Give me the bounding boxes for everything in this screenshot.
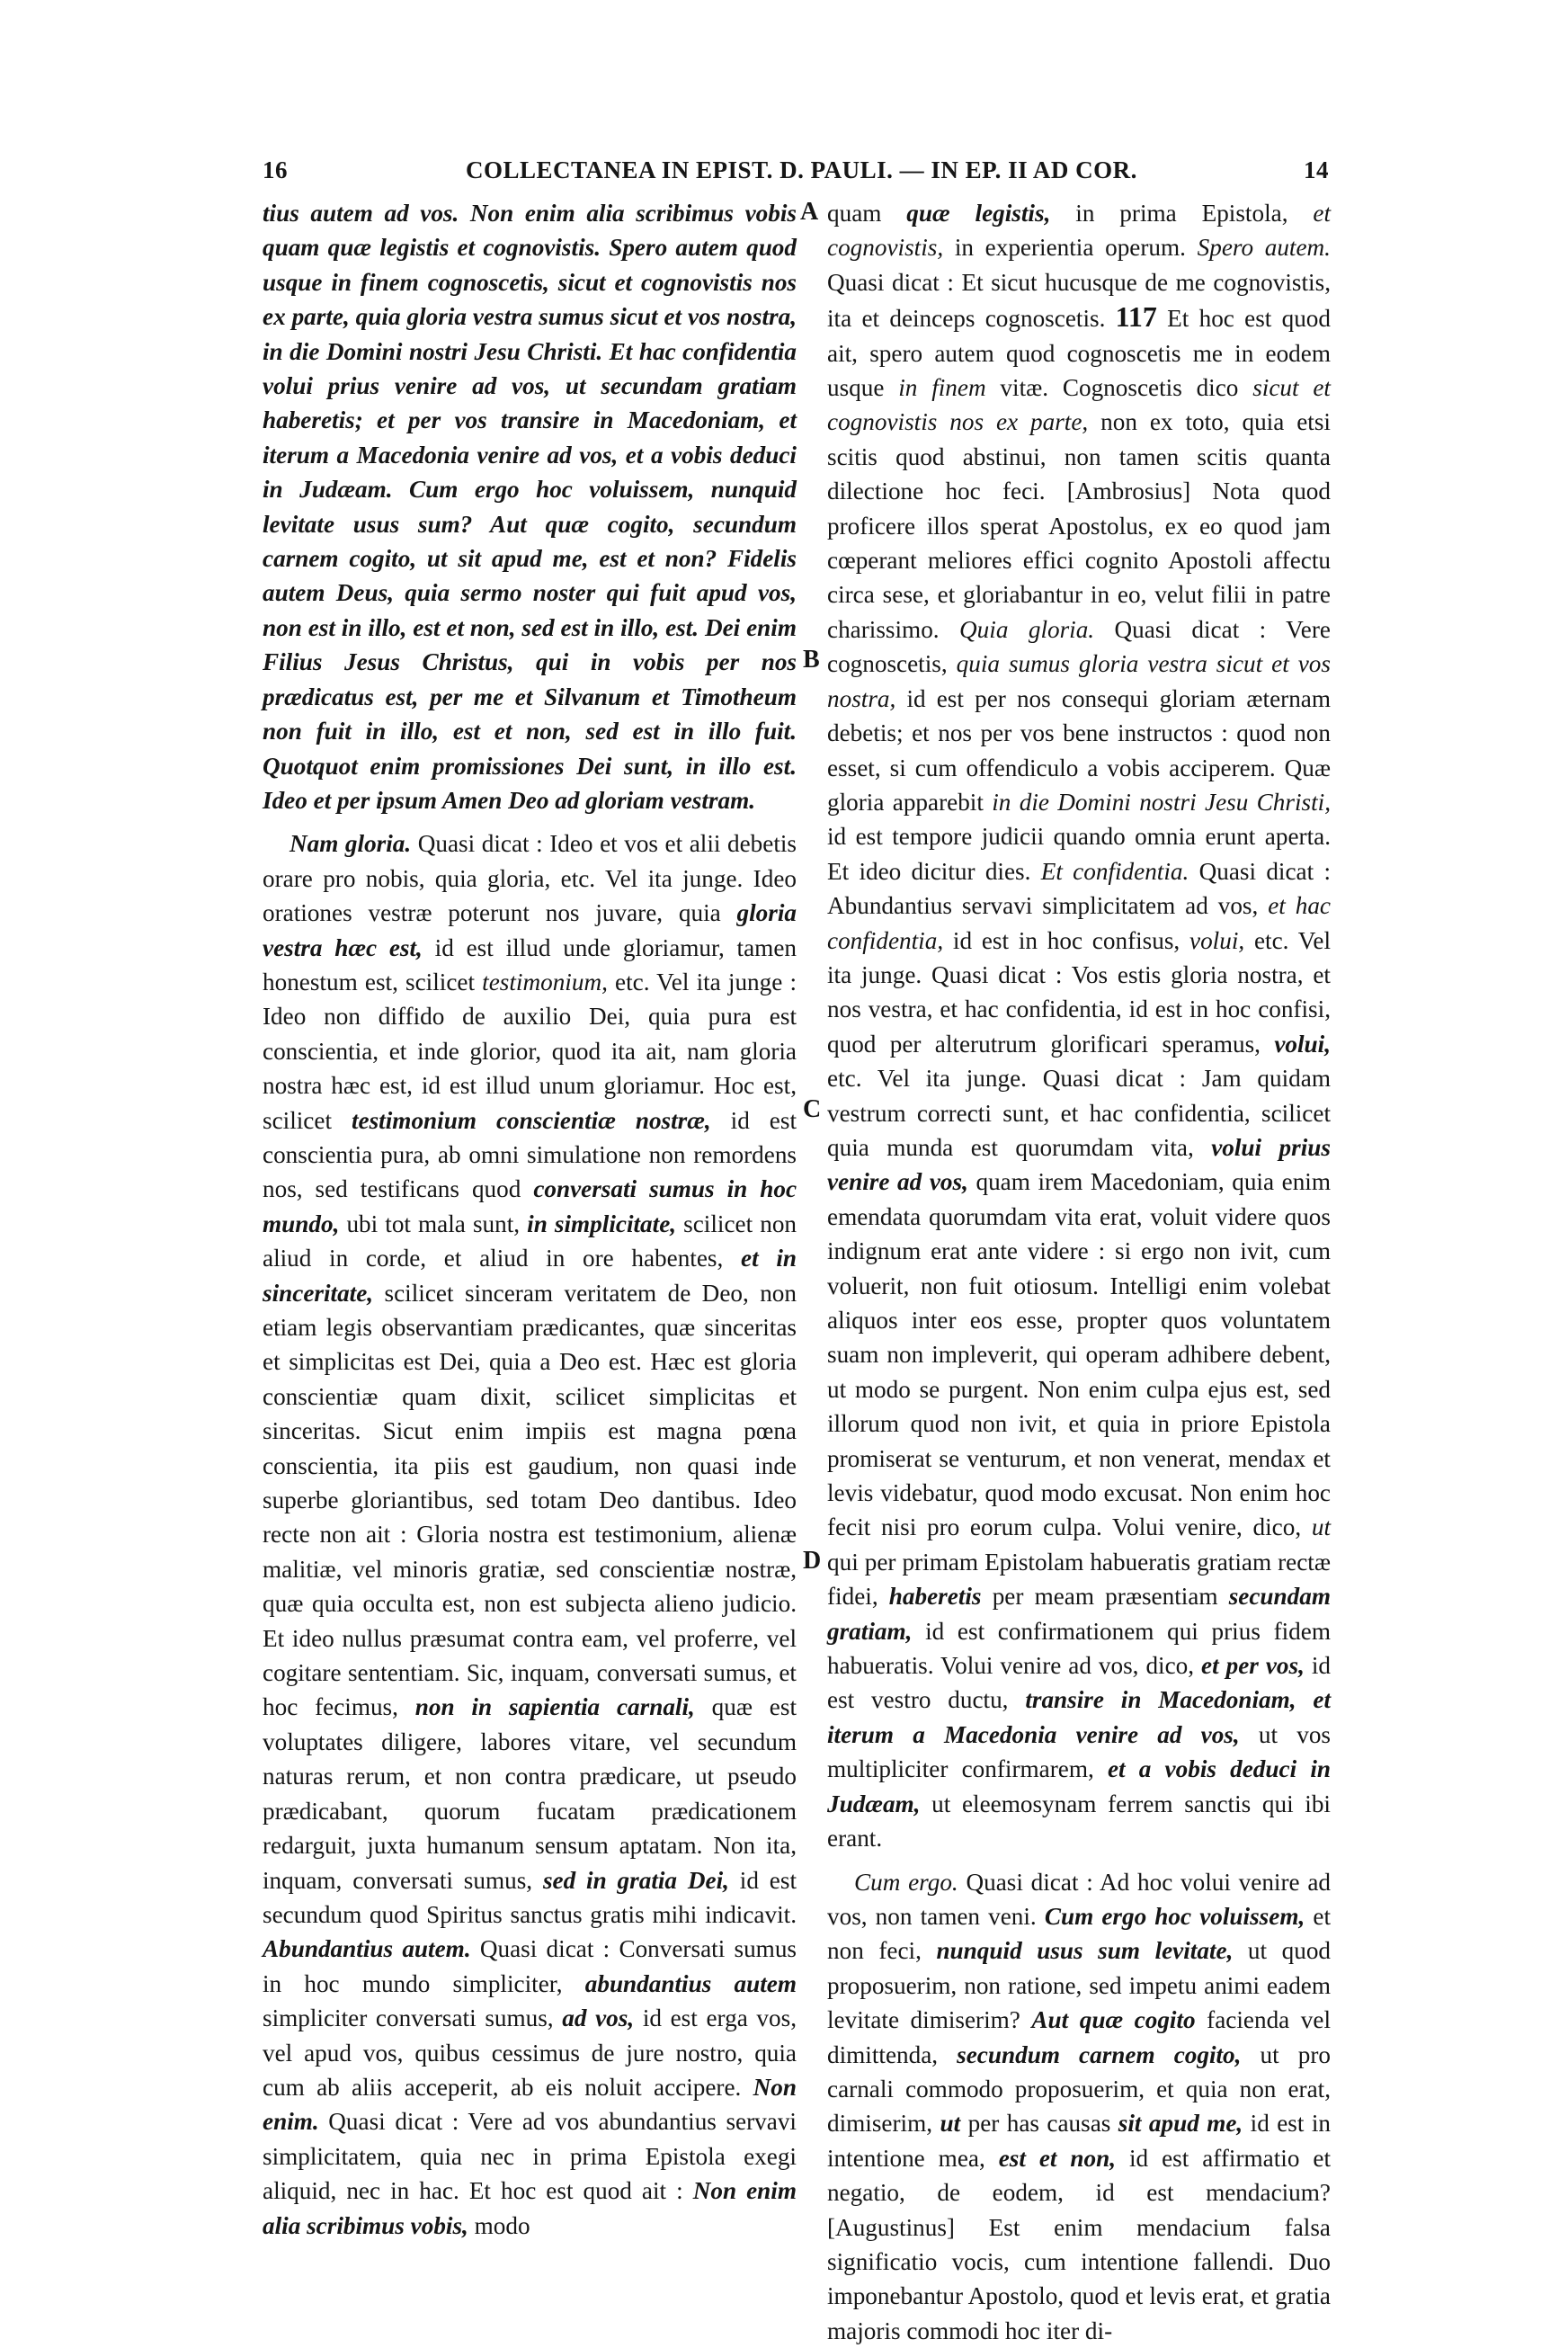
citation: ad vos, (562, 2004, 634, 2031)
text: etc. Vel ita junge. Quasi dicat : Jam quidam vestrum correcti sunt, et hac confidentia, scilicet quia munda est quorumdam vita, (827, 1065, 1331, 1161)
text: id est illud unde gloriamur, tamen honestum est, scilicet (263, 934, 797, 995)
citation: et cognovistis, (827, 200, 1331, 261)
page-number-left: 16 (263, 156, 288, 184)
citation: volui prius venire ad vos, (827, 1134, 1331, 1195)
citation: Cum ergo hoc voluissem, (1045, 1903, 1305, 1930)
citation: volui, (1274, 1031, 1331, 1058)
text: per meam præsentiam (982, 1583, 1229, 1610)
citation: et hac confidentia, (827, 892, 1331, 953)
citation: testimonium, (482, 969, 608, 995)
text: quam irem Macedoniam, quia enim emendata quorumdam vita erat, voluit videre quos indignum erat ante videre : si ergo non ivit, cum voluerit, non fuit otiosum. Intelligi enim volebat aliquos inter eos esse, propter quos voluntatem suam non impleverit, qui operam adhibere debent, ut modo se purgent. Non enim culpa ejus est, sed illorum quod non ivit, et quia in priore Epistola promiserat se venturum, et non venerat, mendax et levis videbatur, quod modo excusat. Non enim hoc fecit nisi pro eorum culpa. Volui venire, dico, (827, 1168, 1331, 1540)
text: ut quod proposuerim, non ratione, sed impetu animi eadem levitate dimiserim? (827, 1937, 1331, 2033)
text: id est in intentione mea, (827, 2110, 1331, 2171)
citation: Non enim alia scribimus vobis, (263, 2177, 797, 2238)
citation: ut (940, 2110, 960, 2137)
citation: Aut quæ cogito (1031, 2006, 1195, 2033)
citation: gloria vestra hæc est, (263, 899, 797, 960)
text: id est secundum quod Spiritus sanctus gratis mihi indicavit. (263, 1867, 797, 1928)
citation: conversati sumus in hoc mundo, (263, 1175, 797, 1236)
text: per has causas (960, 2110, 1118, 2137)
text: id est conscientia pura, ab omni simulatione non remordens nos, sed testificans quod (263, 1107, 797, 1203)
text: ut eleemosynam ferrem sanctis qui ibi erant. (827, 1790, 1331, 1852)
text: scilicet sinceram veritatem de Deo, non etiam legis observantiam prædicantes, quæ sinceritas et simplicitas est Dei, quia a Deo est. Hæc est gloria conscientiæ quam dixit, scilicet simplicitas et sinceritas. Sicut enim impiis est magna pœna conscientia, ita piis est gaudium, non quasi inde superbe gloriantibus, sed totam Deo dantibus. Ideo recte non ait : Gloria nostra est testimonium, alienæ malitiæ, vel minoris gratiæ, sed conscientiæ nostræ, quæ quia occulta est, non est subjecta alieno judicio. Et ideo nullus præsumat contra eam, vel proferre, vel cogitare sententiam. Sic, inquam, conversati sumus, et hoc fecimus, (263, 1280, 797, 1721)
lemma: Cum ergo. (854, 1869, 958, 1896)
citation: secundum carnem cogito, (957, 2041, 1241, 2068)
column-number: 117 (1116, 300, 1157, 333)
citation: transire in Macedoniam, et iterum a Macedonia venire ad vos, (827, 1686, 1331, 1747)
text: non ex toto, quia etsi scitis quod abstinui, non tamen scitis quanta dilectione hoc feci. [Ambrosius] Nota quod proficere illos sperat Apostolus, ex eo quod jam cœperant meliores effici cognito Apostoli affectu circa sese, et gloriabantur in eo, velut filii in patre charissimo. (827, 408, 1331, 642)
right-column (827, 196, 1331, 2348)
text: et non feci, (827, 1903, 1331, 1964)
text: Quasi dicat : Et sicut hucusque de me cognovistis, ita et deinceps cognoscetis. (827, 269, 1331, 332)
text: vitæ. Cognoscetis dico (986, 374, 1253, 401)
citation: Abundantius autem. (263, 1935, 471, 1962)
citation: non in sapientia carnali, (415, 1693, 695, 1720)
text: Quasi dicat : Vere ad vos abundantius servavi simplicitatem, quia nec in prima Epistola exegi aliquid, nec in hac. Et hoc est quod ait : (263, 2108, 797, 2204)
text: modo (468, 2212, 530, 2239)
text: quam (827, 200, 906, 227)
citation: in simplicitate, (527, 1210, 676, 1237)
scripture-text (263, 196, 797, 817)
lemma: Nam gloria. (290, 830, 411, 857)
text: ut vos multipliciter confirmarem, (827, 1721, 1331, 1782)
margin-marker-d: D (803, 1547, 821, 1576)
text: etc. Vel ita junge : Ideo non diffido de auxilio Dei, quia pura est conscientia, et inde glorior, quod ita ait, nam gloria nostra hæc est, id est illud unum gloriamur. Hoc est, scilicet (263, 969, 797, 1134)
citation: testimonium conscientiæ nostræ, (352, 1107, 711, 1134)
citation: est et non, (999, 2145, 1116, 2172)
text: etc. Vel ita junge. Quasi dicat : Vos estis gloria nostra, et nos vestra, et hac confidentia, id est in hoc confisi, quod per alterutrum glorificari speramus, (827, 927, 1331, 1058)
left-column (263, 196, 797, 2243)
citation: sed in gratia Dei, (543, 1867, 729, 1894)
text: id est tempore judicii quando omnia erunt aperta. Et ideo dicitur dies. (827, 823, 1331, 884)
citation: in die Domini nostri Jesu Christi, (992, 789, 1331, 816)
margin-marker-b: B (803, 646, 820, 674)
citation: Spero autem. (1198, 234, 1331, 261)
citation: Non enim. (263, 2074, 797, 2135)
citation: abundantius autem (585, 1970, 797, 1997)
text: Quasi dicat : Ideo et vos et alii debetis orare pro nobis, quia gloria, etc. Vel ita junge. Ideo orationes vestræ poterunt nos juvare, quia (263, 830, 797, 926)
text: id est in hoc confisus, (943, 927, 1189, 954)
citation: in finem (898, 374, 985, 401)
scripture-passage: tius autem ad vos. Non enim alia scribimus vobis quam quæ legistis et cognovistis. Spero autem quod usque in finem cognoscetis, sicut et cognovistis nos ex parte, quia gloria vestra sumus sicut et vos nostra, in die Domini nostri Jesu Christi. Et hac confidentia volui prius venire ad vos, ut secundam gratiam haberetis; et per vos transire in Macedoniam, et iterum a Macedonia venire ad vos, et a vobis deduci in Judæam. Cum ergo hoc voluissem, nunquid levitate usus sum? Aut quæ cogito, secundum carnem cogito, ut sit apud me, est et non? Fidelis autem Deus, quia sermo noster qui fuit apud vos, non est in illo, est et non, sed est in illo, est. Dei enim Filius Jesus Christus, qui in vobis per nos prædicatus est, per me et Silvanum et Timotheum non fuit in illo, est et non, sed est in illo fuit. Quotquot enim promissiones Dei sunt, in illo est. Ideo et per ipsum Amen Deo ad gloriam vestram. (263, 200, 797, 814)
text: in experientia operum. (943, 234, 1198, 261)
text: Quasi dicat : Abundantius servavi simplicitatem ad vos, (827, 858, 1331, 919)
margin-marker-a: A (800, 198, 818, 227)
text: Quasi dicat : Ad hoc volui venire ad vos, non tamen veni. (827, 1869, 1331, 1930)
text: quæ est voluptates diligere, labores vitare, vel secundum naturas rerum, et non contra prædicare, ut pseudo prædicabant, quorum fucatam prædicationem redarguit, juxta humanum sensum aptatam. Non ita, inquam, conversati sumus, (263, 1693, 797, 1893)
text: id est affirmatio et negatio, de eodem, id est mendacium? [Augustinus] Est enim mendacium falsa significatio vocis, cum intentione fallendi. Duo imponebantur Apostolo, quod et levis erat, et gratia majoris commodi hoc iter di- (827, 2145, 1331, 2344)
text: qui per primam Epistolam habueratis gratiam rectæ fidei, (827, 1549, 1331, 1610)
citation: sicut et cognovistis nos ex parte, (827, 374, 1331, 435)
text: id est vestro ductu, (827, 1652, 1331, 1713)
commentary-paragraph (827, 1865, 1331, 2348)
citation: et in sinceritate, (263, 1245, 797, 1306)
citation: sit apud me, (1118, 2110, 1243, 2137)
citation: et per vos, (1201, 1652, 1305, 1679)
text: facienda vel dimittenda, (827, 2006, 1331, 2067)
page-number-right: 14 (1304, 156, 1329, 184)
running-title: COLLECTANEA IN EPIST. D. PAULI. — IN EP. II AD COR. (466, 156, 1137, 184)
citation: volui, (1189, 927, 1244, 954)
text: Quasi dicat : Vere cognoscetis, (827, 616, 1331, 677)
text: id est confirmationem qui prius fidem habueratis. Volui venire ad vos, dico, (827, 1618, 1331, 1679)
text: in prima Epistola, (1050, 200, 1313, 227)
text: Et hoc est quod ait, spero autem quod cognoscetis me in eodem usque (827, 305, 1331, 401)
citation: et a vobis deduci in Judæam, (827, 1755, 1331, 1817)
text: ubi tot mala sunt, (339, 1210, 527, 1237)
text: id est per nos consequi gloriam æternam debetis; et nos per vos bene instructos : quod non esset, si cum offendiculo a vobis acciperem. Quæ gloria apparebit (827, 685, 1331, 816)
citation: Quia gloria. (959, 616, 1094, 643)
citation: haberetis (889, 1583, 982, 1610)
citation: Et confidentia. (1041, 858, 1189, 885)
running-header (263, 156, 1329, 192)
text: simpliciter conversati sumus, (263, 2004, 562, 2031)
commentary-paragraph (263, 826, 797, 2243)
citation: secundam gratiam, (827, 1583, 1331, 1644)
citation: quia sumus gloria vestra sicut et vos nostra, (827, 650, 1331, 711)
text: ut pro carnali commodo proposuerim, et quia non erat, dimiserim, (827, 2041, 1331, 2138)
citation: ut (1312, 1513, 1331, 1540)
text: Quasi dicat : Conversati sumus in hoc mundo simpliciter, (263, 1935, 797, 1996)
commentary-paragraph (827, 196, 1331, 1856)
citation: quæ legistis, (906, 200, 1050, 227)
text: scilicet non aliud in corde, et aliud in ore habentes, (263, 1210, 797, 1272)
citation: nunquid usus sum levitate, (936, 1937, 1233, 1964)
margin-marker-c: C (803, 1095, 821, 1124)
text: id est erga vos, vel apud vos, quibus cessimus de jure nostro, quia cum ab aliis acceperit, ab eis noluit accipere. (263, 2004, 797, 2101)
